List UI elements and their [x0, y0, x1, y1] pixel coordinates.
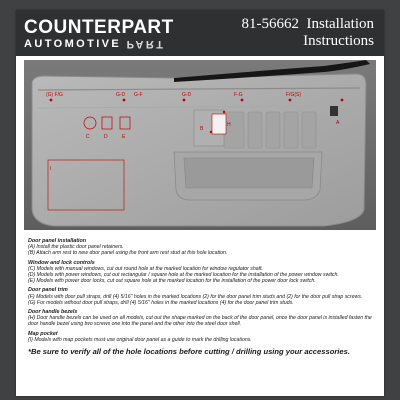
label-f-g: F-G [234, 92, 243, 98]
title-word-instructions: Instructions [303, 33, 374, 49]
instruction-line: (H) Door handle bezels can be used on all models, cut out the shape marked on the back of the door panel, once the door panel is installed fasten the door handle bezel using two screws one into the panel and the other into the steel door shell. [28, 315, 372, 328]
label-d: D [104, 134, 108, 140]
instruction-line: (E) Models with power door locks, cut out square hole at the marked location for the installation of the power door lock switch. [28, 278, 316, 285]
instruction-line: (G) For models without door pull straps, drill (4) 5/16" holes in the marked locations (4) for the door panel trim studs. [28, 299, 294, 306]
section-heading-window-lock-controls: Window and lock controls [28, 259, 95, 266]
part-number: 81-56662 [241, 16, 299, 32]
door-panel-photo [24, 60, 376, 230]
brand-logo-line1: COUNTERPART [24, 17, 174, 38]
instruction-line: (A) Install the plastic door panel retainers. [28, 244, 124, 251]
section-heading-door-panel-installation: Door panel installation [28, 238, 87, 244]
label-h: H [227, 122, 231, 128]
section-heading-door-handle-bezels: Door handle bezels [28, 309, 78, 316]
section-heading-map-pocket: Map pocket [28, 330, 58, 337]
section-heading-door-panel-trim: Door panel trim [28, 287, 68, 294]
instruction-line: (C) Models with manual windows, cut out round hole at the marked location for window regulator shaft. [28, 265, 263, 272]
header-banner [16, 10, 384, 56]
label-g-d-left: G-D [116, 92, 126, 98]
label-g-fg: (G) F/G [46, 92, 63, 98]
title-word-installation: Installation [306, 16, 374, 32]
document-title [242, 16, 375, 50]
instruction-line: (F) Models with door pull straps, drill (4) 5/16" holes in the marked locations (2) for the door panel trim studs and (2) for the door pull strap screws. [28, 293, 363, 300]
brand-word-part: PART [126, 38, 166, 50]
verification-warning: *Be sure to verify all of the hole locations before cutting / drilling using your accessories. [28, 347, 350, 357]
brand-logo-line2 [24, 38, 165, 50]
label-b: B [200, 126, 204, 132]
instruction-line: (I) Models with map pockets must use original door panel as a guide to mark the drilling locations. [28, 336, 252, 343]
instructions-text [28, 235, 376, 356]
brand-word-automotive: AUTOMOTIVE [24, 38, 127, 50]
instruction-sheet [16, 10, 384, 396]
instruction-line: (D) Models with power windows, cut out rectangular / square hole at the marked location for the installation of the power window switch. [28, 272, 339, 279]
label-c: C [86, 134, 90, 140]
label-f-gd: F/G(S) [286, 92, 301, 98]
label-a: A [336, 120, 340, 126]
label-e: E [122, 134, 126, 140]
label-g-d-right: G-D [182, 92, 192, 98]
label-i: I [50, 166, 52, 172]
label-g-f: G-F [134, 92, 143, 98]
instruction-line: (B) Attach arm rest to new door panel using the front arm rest stud at this hole location. [28, 250, 228, 257]
